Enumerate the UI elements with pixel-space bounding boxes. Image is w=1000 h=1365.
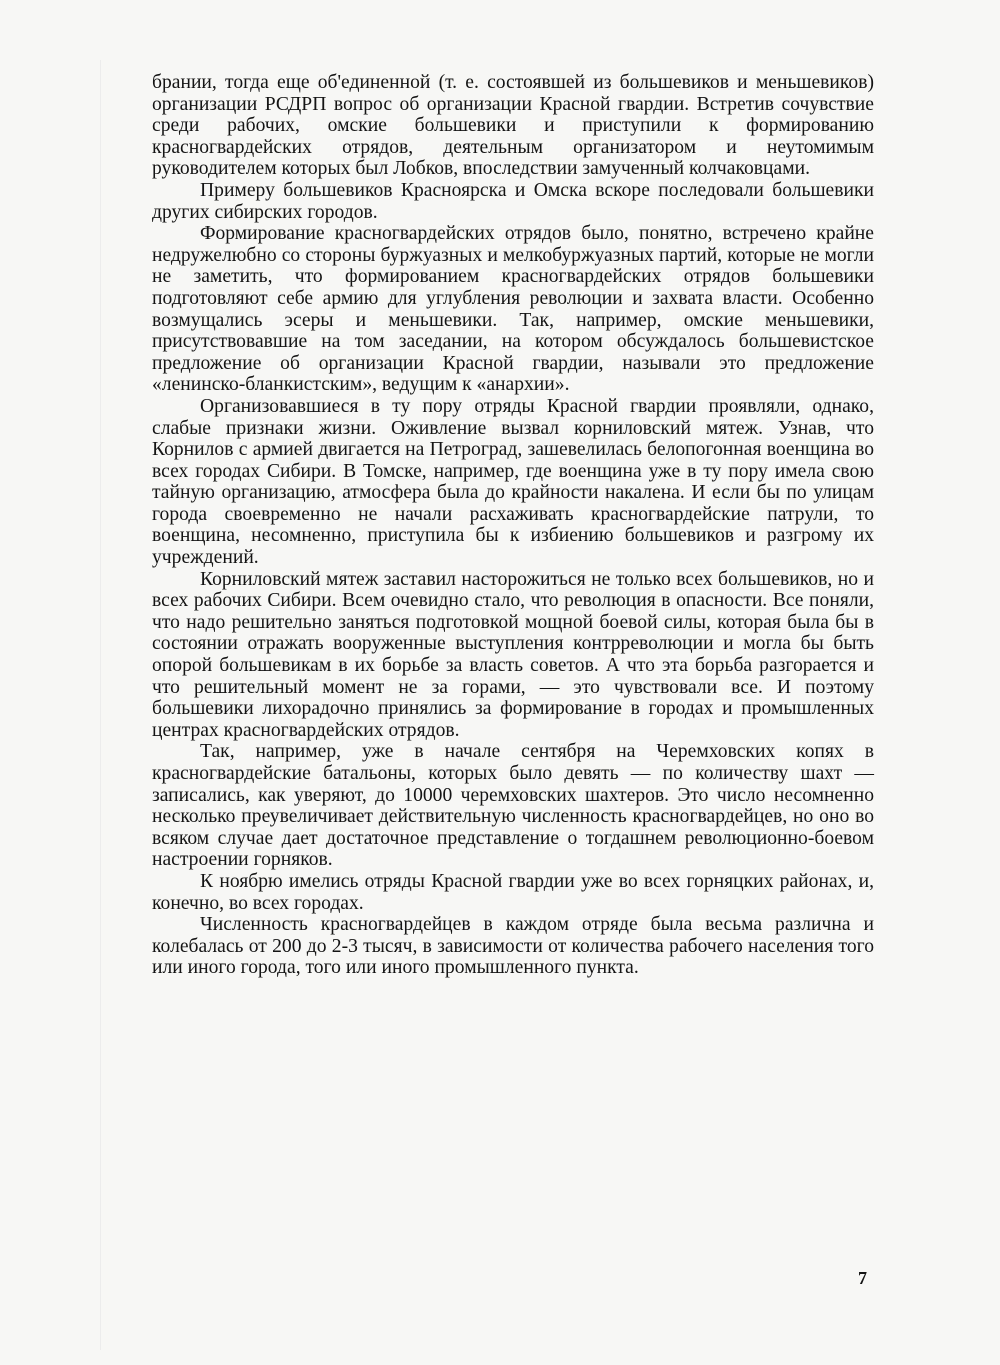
- scan-edge: [100, 60, 101, 1350]
- paragraph-6: Так, например, уже в начале сентября на Черемховских копях в красногвардейские батальоны, которых было девять — по количеству шахт — записались, как уверяют, до 10000 черемховских шахтеров. Это число несомненно несколько преувеличивает действительную численность красногвардейцев, но оно во всяком случае дает достаточное представление о тогдашнем революционно-боевом настроении горняков.: [152, 741, 874, 871]
- page-number: 7: [858, 1268, 867, 1288]
- paragraph-3: Формирование красногвардейских отрядов было, понятно, встречено крайне недружелюбно со стороны буржуазных и мелкобуржуазных партий, которые не могли не заметить, что формированием красногвардейских отрядов большевики подготовляют себе армию для углубления революции и захвата власти. Особенно возмущались эсеры и меньшевики. Так, например, омские меньшевики, присутствовавшие на том заседании, на котором обсуждалось большевистское предложение об организации Красной гвардии, называли это предложение «ленинско-бланкистским», ведущим к «анархии».: [152, 223, 874, 396]
- paragraph-8: Численность красногвардейцев в каждом отряде была весьма различна и колебалась от 200 до 2-3 тысяч, в зависимости от количества рабочего населения того или иного города, того или иного промышленного пункта.: [152, 914, 874, 979]
- paragraph-4: Организовавшиеся в ту пору отряды Красной гвардии проявляли, однако, слабые признаки жизни. Оживление вызвал корниловский мятеж. Узнав, что Корнилов с армией двигается на Петроград, зашевелилась белопогонная военщина во всех городах Сибири. В Томске, например, где военщина уже в ту пору имела свою тайную организацию, атмосфера была до крайности накалена. И если бы по улицам города своевременно не начали расхаживать красногвардейские патрули, то военщина, несомненно, приступила бы к избиению большевиков и разгрому их учреждений.: [152, 395, 874, 569]
- paragraph-7: К ноябрю имелись отряды Красной гвардии уже во всех горняцких районах, и, конечно, во всех городах.: [152, 870, 874, 914]
- paragraph-2: Примеру большевиков Красноярска и Омска вскоре последовали большевики других сибирских городов.: [152, 179, 874, 223]
- body-text: [152, 72, 874, 979]
- paragraph-5: Корниловский мятеж заставил насторожиться не только всех большевиков, но и всех рабочих Сибири. Всем очевидно стало, что революция в опасности. Все поняли, что надо решительно заняться подготовкой мощной боевой силы, которая была бы в состоянии отражать вооруженные выступления контрреволюции и могла бы быть опорой большевикам в их борьбе за власть советов. А что эта борьба разгорается и что решительный момент не за горами, — это чувствовали все. И поэтому большевики лихорадочно принялись за формирование в городах и промышленных центрах красногвардейских отрядов.: [152, 568, 874, 741]
- paragraph-1: брании, тогда еще об'единенной (т. е. состоявшей из большевиков и меньшевиков) организации РСДРП вопрос об организации Красной гвардии. Встретив сочувствие среди рабочих, омские большевики и приступили к формированию красногвардейских отрядов, деятельным организатором и неутомимым руководителем которых был Лобков, впоследствии замученный колчаковцами.: [152, 72, 874, 180]
